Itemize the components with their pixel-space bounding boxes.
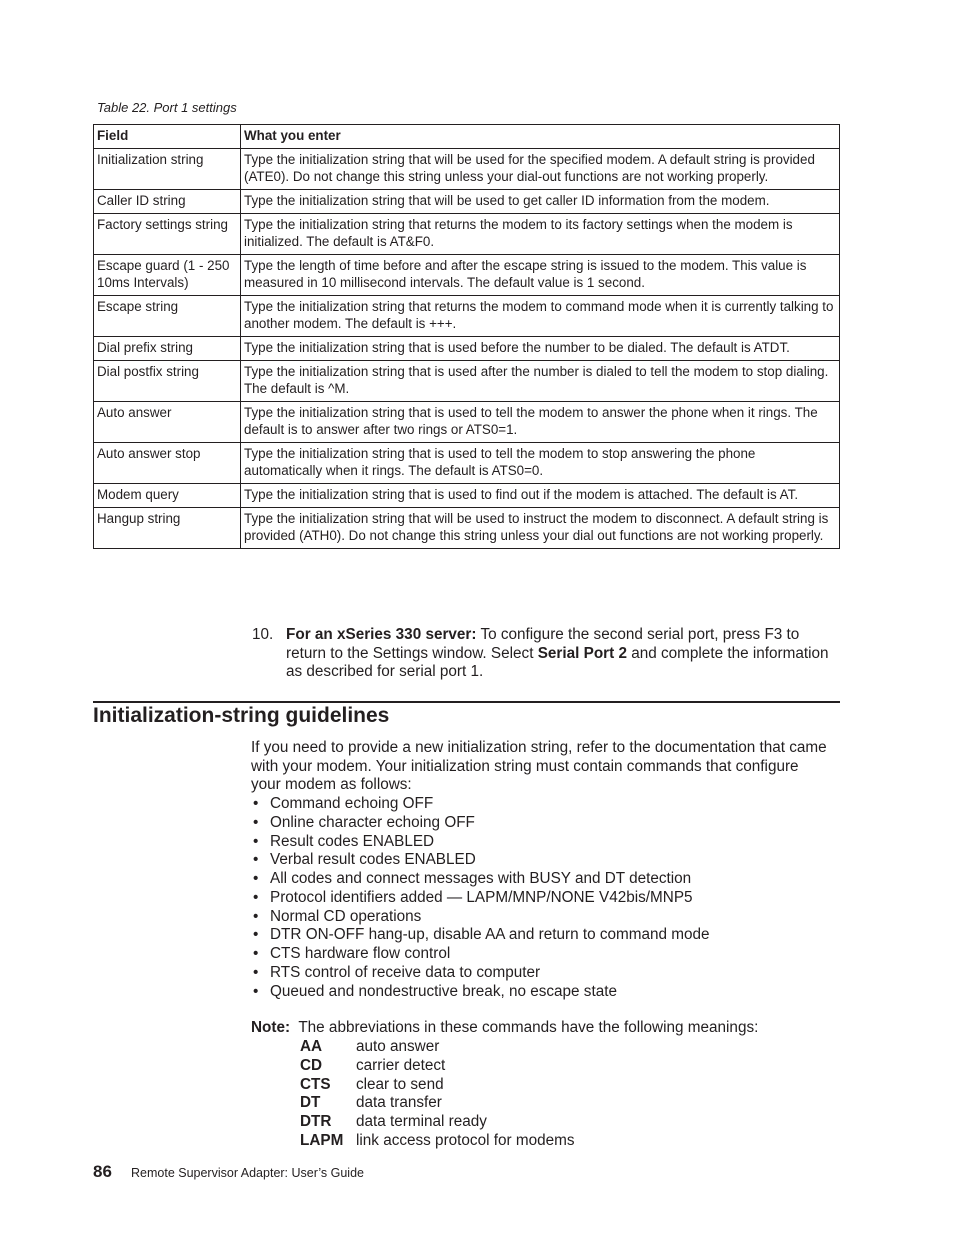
table-row — [94, 443, 840, 484]
abbreviation-meaning: link access protocol for modems — [356, 1131, 575, 1149]
value-cell: Type the initialization string that is used to find out if the modem is attached. The default is AT. — [241, 484, 840, 508]
table-row — [94, 361, 840, 402]
value-cell: Type the initialization string that is used after the number is dialed to tell the modem to stop dialing. The default is ^M. — [241, 361, 840, 402]
value-cell: Type the initialization string that will be used to get caller ID information from the modem. — [241, 190, 840, 214]
bullet-icon: • — [253, 907, 259, 925]
section-intro: If you need to provide a new initialization string, refer to the documentation that came with your modem. Your initialization string must contain commands that configure your modem as follows: — [251, 739, 827, 794]
column-header-what-you-enter: What you enter — [241, 125, 840, 149]
step-10 — [252, 626, 842, 682]
list-item-text: Online character echoing OFF — [270, 813, 475, 831]
list-item — [251, 983, 710, 1002]
note-label: Note: — [251, 1019, 291, 1036]
value-cell: Type the initialization string that returns the modem to command mode when it is currently talking to another modem. The default is +++. — [241, 296, 840, 337]
list-item — [251, 833, 710, 852]
field-cell: Hangup string — [94, 508, 241, 549]
note — [251, 1019, 758, 1038]
field-cell: Dial postfix string — [94, 361, 241, 402]
list-item-text: Normal CD operations — [270, 907, 422, 925]
table-row — [94, 214, 840, 255]
list-item — [251, 908, 710, 927]
table-row — [94, 402, 840, 443]
column-header-field: Field — [94, 125, 241, 149]
table-caption: Table 22. Port 1 settings — [97, 100, 237, 115]
section-heading: Initialization-string guidelines — [93, 704, 390, 727]
list-item — [251, 889, 710, 908]
list-item — [251, 945, 710, 964]
list-item — [251, 814, 710, 833]
table-row — [94, 255, 840, 296]
bullet-icon: • — [253, 795, 259, 812]
value-cell: Type the initialization string that is used to tell the modem to stop answering the phone automatically when it rings. The default is ATS0=0. — [241, 443, 840, 484]
table-row — [94, 337, 840, 361]
value-cell: Type the initialization string that returns the modem to its factory settings when the modem is initialized. The default is AT&F0. — [241, 214, 840, 255]
abbreviation-term: DT — [300, 1094, 321, 1112]
abbreviation-meaning: data transfer — [356, 1094, 442, 1112]
step-port-name: Serial Port 2 — [537, 644, 627, 662]
page-number: 86 — [93, 1162, 112, 1181]
list-item-text: DTR ON-OFF hang-up, disable AA and return to command mode — [270, 926, 710, 944]
list-item-text: Protocol identifiers added — LAPM/MNP/NONE V42bis/MNP5 — [270, 888, 693, 906]
field-cell: Factory settings string — [94, 214, 241, 255]
port-settings-table — [93, 124, 840, 549]
field-cell: Dial prefix string — [94, 337, 241, 361]
field-cell: Escape string — [94, 296, 241, 337]
field-cell: Auto answer — [94, 402, 241, 443]
value-cell: Type the initialization string that will be used for the specified modem. A default string is provided (ATE0). Do not change this string unless your dial-out functions are not working properly. — [241, 149, 840, 190]
abbreviation-term: CTS — [300, 1075, 331, 1093]
list-item-text: Queued and nondestructive break, no escape state — [270, 982, 617, 1000]
abbreviation-meaning: data terminal ready — [356, 1113, 487, 1130]
abbreviation-meaning: clear to send — [356, 1075, 444, 1093]
abbreviation-row — [300, 1113, 575, 1132]
bullet-icon: • — [253, 813, 259, 831]
note-text: The abbreviations in these commands have the following meanings: — [298, 1019, 759, 1036]
table-row — [94, 190, 840, 214]
bullet-icon: • — [253, 888, 259, 906]
abbreviation-meaning: auto answer — [356, 1038, 440, 1055]
step-text-2: and complete the information as described for serial port 1. — [286, 644, 829, 681]
list-item-text: Command echoing OFF — [270, 795, 434, 812]
abbreviation-term: LAPM — [300, 1131, 344, 1149]
field-cell: Initialization string — [94, 149, 241, 190]
step-lead: For an xSeries 330 server: — [286, 626, 477, 643]
list-item-text: Verbal result codes ENABLED — [270, 851, 476, 869]
step-number: 10. — [252, 626, 274, 643]
abbreviation-row — [300, 1132, 575, 1151]
value-cell: Type the initialization string that is used to tell the modem to answer the phone when it rings. The default is to answer after two rings or ATS0=1. — [241, 402, 840, 443]
field-cell: Auto answer stop — [94, 443, 241, 484]
abbreviation-row — [300, 1076, 575, 1095]
step-body — [286, 626, 842, 682]
list-item-text: RTS control of receive data to computer — [270, 963, 541, 981]
footer-title: Remote Supervisor Adapter: User’s Guide — [131, 1166, 364, 1180]
bullet-icon: • — [253, 945, 259, 962]
abbreviation-term: DTR — [300, 1113, 332, 1130]
list-item — [251, 964, 710, 983]
section-divider — [93, 701, 840, 703]
abbreviation-meaning: carrier detect — [356, 1056, 446, 1074]
list-item-text: CTS hardware flow control — [270, 945, 451, 962]
value-cell: Type the initialization string that will be used to instruct the modem to disconnect. A default string is provided (ATH0). Do not change this string unless your dial out functions are not working properly. — [241, 508, 840, 549]
bullet-icon: • — [253, 851, 259, 869]
abbreviation-term: CD — [300, 1056, 323, 1074]
bullet-icon: • — [253, 982, 259, 1000]
table-row — [94, 296, 840, 337]
table-row — [94, 484, 840, 508]
table-row — [94, 508, 840, 549]
bullet-icon: • — [253, 832, 259, 850]
list-item — [251, 795, 710, 814]
abbreviation-list — [300, 1038, 575, 1151]
field-cell: Modem query — [94, 484, 241, 508]
list-item — [251, 851, 710, 870]
bullet-icon: • — [253, 870, 259, 887]
abbreviation-term: AA — [300, 1038, 323, 1055]
bullet-icon: • — [253, 926, 259, 944]
field-cell: Caller ID string — [94, 190, 241, 214]
value-cell: Type the length of time before and after the escape string is issued to the modem. This value is measured in 10 millisecond intervals. The default value is 1 second. — [241, 255, 840, 296]
abbreviation-row — [300, 1094, 575, 1113]
table-body — [94, 149, 840, 549]
list-item-text: All codes and connect messages with BUSY and DT detection — [270, 870, 692, 887]
list-item-text: Result codes ENABLED — [270, 832, 435, 850]
field-cell: Escape guard (1 - 250 10ms Intervals) — [94, 255, 241, 296]
abbreviation-row — [300, 1057, 575, 1076]
table-header-row — [94, 125, 840, 149]
list-item — [251, 870, 710, 889]
abbreviation-row — [300, 1038, 575, 1057]
bullet-icon: • — [253, 963, 259, 981]
step-text-1: To configure the second serial port, press F3 to return to the Settings window. Select — [286, 626, 800, 662]
value-cell: Type the initialization string that is used before the number to be dialed. The default is ATDT. — [241, 337, 840, 361]
list-item — [251, 926, 710, 945]
table-row — [94, 149, 840, 190]
requirements-list — [251, 795, 710, 1001]
